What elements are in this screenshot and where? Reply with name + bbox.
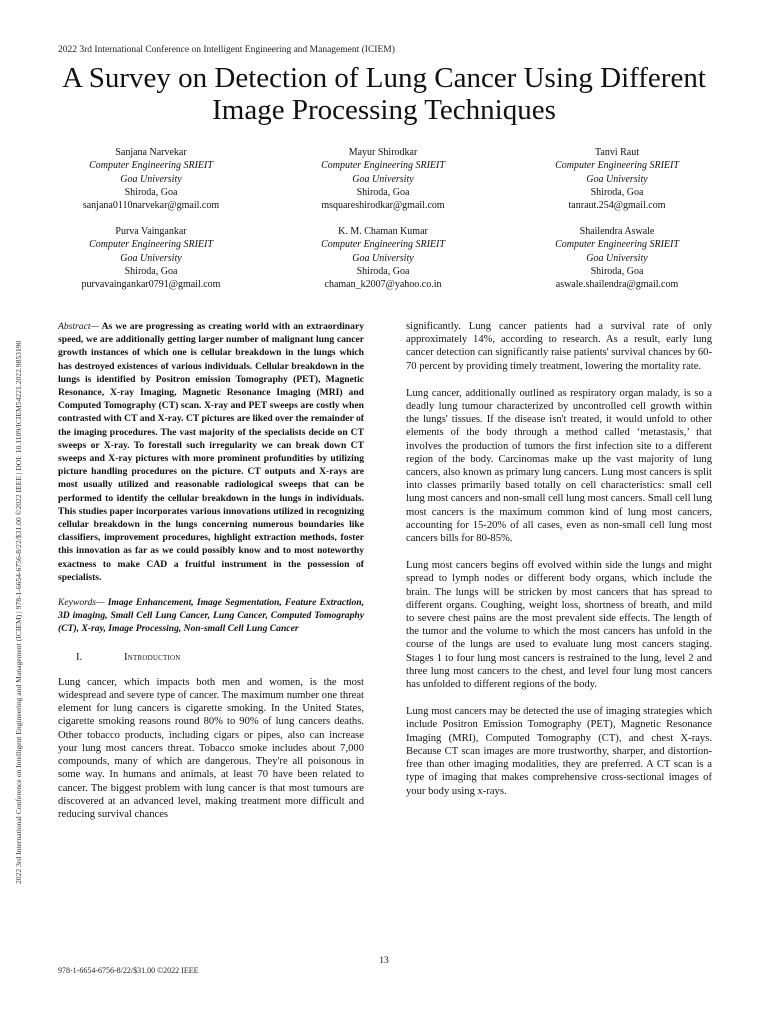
author-email: sanjana0110narvekar@gmail.com [82,200,220,212]
author-city: Shiroda, Goa [124,265,178,277]
section-title: Introduction [124,651,181,663]
author-city: Shiroda, Goa [124,186,178,198]
author-university: Goa University [120,173,182,185]
page-number: 13 [379,956,389,966]
author-block [31,146,271,212]
keywords-text: Image Enhancement, Image Segmentation, Feature Extraction, 3D imaging, Small Cell Lung Cancer, Lung Cancer, Computed Tomography (CT), X-ray, Image Processing, Non-small Cell Lung Cancer [58,597,364,635]
author-dept: Computer Engineering SRIEIT [321,160,445,172]
abstract-lead: Abstract— [58,321,100,332]
author-email: tanraut.254@gmail.com [568,200,666,212]
paragraph: significantly. Lung cancer patients had a survival rate of only approximately 14%, according to research. As a result, early lung cancer detection can significantly raise patients' survival chances by 60-70 percent by providing timely treatment, lowering the mortality rate. [406,321,712,372]
section-heading [58,651,364,664]
paper-title: A Survey on Detection of Lung Cancer Using Different Image Processing Techniques [62,62,706,126]
sidebar-doi-text: 2022 3rd International Conference on Intelligent Engineering and Management (ICIEM) | 978-1-6654-6756-8/22/$31.00 ©2022 IEEE | DOI: 10.1109/ICIEM54221.2022.9853190 [14,340,23,884]
author-name: Sanjana Narvekar [115,147,187,158]
author-university: Goa University [586,252,648,264]
author-dept: Computer Engineering SRIEIT [89,160,213,172]
author-university: Goa University [352,173,414,185]
footer-identifier: 978-1-6654-6756-8/22/$31.00 ©2022 IEEE [58,966,199,975]
author-university: Goa University [586,173,648,185]
author-city: Shiroda, Goa [356,265,410,277]
author-name: Tanvi Raut [594,147,639,158]
section-number: I. [76,651,83,663]
paragraph: Lung most cancers begins off evolved within side the lungs and might spread to lymph nodes or different body organs, which include the brain. The lungs will be stricken by most cancers that has spread to different organs. Coughing, weight loss, shortness of breath, and mild to severe chest pains are the most prevalent side effects. The length of the tumor and the volume to which the most cancers has unfold in the course of the lungs are used to evaluate lung most cancers staging. Stages 1 to four lung most cancers is restrained to the lung, level 2 and three lung most cancers to the chest, and level four lung most cancers has unfolded to different regions of the body. [406,560,712,691]
keywords-lead: Keywords— [58,597,105,609]
author-email: aswale.shailendra@gmail.com [555,279,679,291]
right-column [406,320,712,812]
author-email: msquareshirodkar@gmail.com [321,200,445,212]
author-city: Shiroda, Goa [590,186,644,198]
paragraph: Lung cancer, additionally outlined as respiratory organ malady, is so a deadly lung tumour characterized by uncontrolled cell growth within the lungs' tissues. If the disease isn't treated, it would unfold to other elements of the body through a method called ‘metastasis,’ that involves the production of tumors the first infection site to a different region of the body. Carcinomas make up the vast majority of lung cancers, also known as primary lung cancers. Lung most cancers is split into classes primarily based totally on cell characteristics: small cell lung most cancers and non-small cell lung most cancers. Small cell lung most cancers is the maximum common kind of lung most cancers, accounting for 15-20% of all cases, even as non-small cell lung most cancers bills for 80-85%. [406,387,712,545]
abstract-text: As we are progressing as creating world with an extraordinary speed, we are additionally getting larger number of malignant lung cancer growth instances of which one is cellular breakdown in the lungs which has destroyed existences of various individuals. Cellular breakdown in the lungs is identified by Positron emission Tomography (PET), Magnetic Resonance, X-ray Imaging, Magnetic Resonance Imaging (MRI) and Computed Tomography (CT) scan. X-ray and PET sweeps are costly when contrasted with CT and X-ray. CT pictures are liked over the remainder of the imaging procedures. The vast majority of the specialists decide on CT sweeps or X-ray. To forestall such irregularity we can break down CT sweeps and X-ray pictures with more prominent profundities by utilizing picture handling procedures on the picture. CT outputs and X-rays are most usually utilized and reasonable radiological sweeps that can be performed to identify the cellular breakdown in the lungs in individuals. This studies paper incorporates various innovations utilized in recognizing cellular breakdown in the lungs concerning numerous boundaries like classifiers, improvement procedures, highlight extraction methods, foster this innovation as far as we could possibly know and to most noteworthy exactness to make CAD a fruitful instrument in the possession of specialists. [58,321,364,583]
author-city: Shiroda, Goa [590,265,644,277]
author-name: Purva Vaingankar [115,226,187,237]
author-name: Shailendra Aswale [579,226,655,237]
author-block [497,146,737,212]
author-dept: Computer Engineering SRIEIT [89,239,213,251]
author-name: Mayur Shirodkar [348,147,418,158]
abstract [58,320,364,584]
author-university: Goa University [352,252,414,264]
keywords [58,596,364,636]
left-column [58,320,364,835]
paragraph: Lung most cancers may be detected the use of imaging strategies which include Positron Emission Tomography (PET), Magnetic Resonance Imaging (MRI), Computed Tomography (CT), and chest X-rays. Because CT scan images are more trustworthy, sharper, and distortion-free than other imaging modalities, they are preferred. A CT scan is a type of imaging that makes comprehensive cross-sectional images of your body using x-rays. [406,706,712,797]
paragraph: Lung cancer, which impacts both men and women, is the most widespread and severe type of cancer. The maximum number one threat element for lung cancers is cigarette smoking. In the United States, cigarette smoking reasons round 80% to 90% of lung cancers deaths. Other tobacco products, including cigars or pipes, also can increase your lung most cancers threat. Tobacco smoke includes about 7,000 compounds, many of which are dangerous. They're all poisonous in some way. In humans and animals, at least 70 have been related to cancer. The biggest problem with lung cancer is that most tumours are discovered at an advanced level, making treatment more difficult and reducing survival chances [58,676,364,820]
author-block [263,146,503,212]
author-email: chaman_k2007@yahoo.co.in [324,279,442,291]
author-dept: Computer Engineering SRIEIT [321,239,445,251]
author-block [497,225,737,291]
conference-header: 2022 3rd International Conference on Intelligent Engineering and Management (ICIEM) [58,45,395,55]
author-city: Shiroda, Goa [356,186,410,198]
author-dept: Computer Engineering SRIEIT [555,160,679,172]
author-university: Goa University [120,252,182,264]
author-dept: Computer Engineering SRIEIT [555,239,679,251]
author-email: purvavaingankar0791@gmail.com [81,279,221,291]
author-block [263,225,503,291]
author-name: K. M. Chaman Kumar [338,226,428,237]
author-block [31,225,271,291]
